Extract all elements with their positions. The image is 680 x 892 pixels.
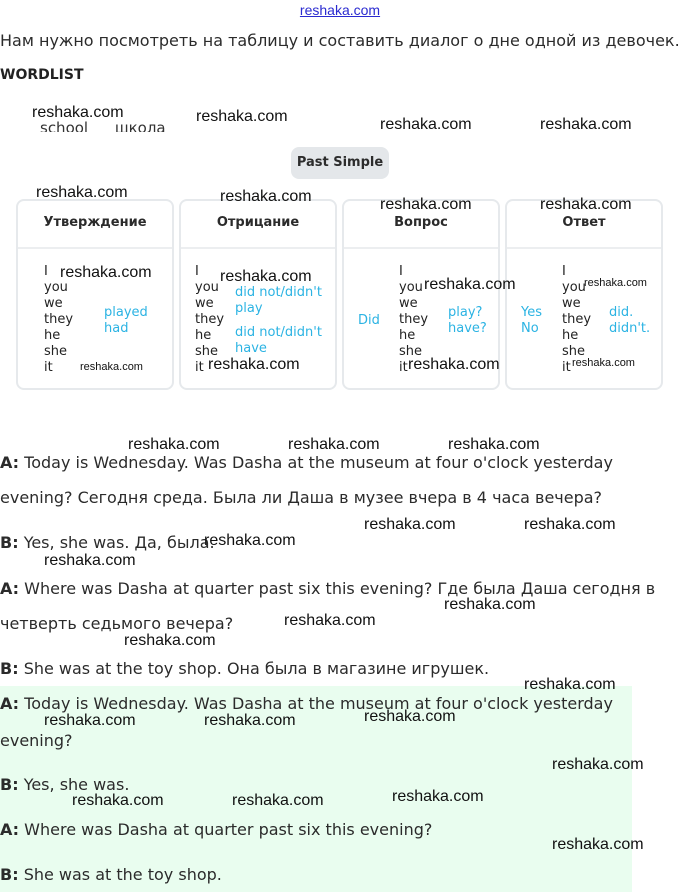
answer-line: B: Yes, she was. xyxy=(0,775,130,794)
watermark: reshaka.com xyxy=(284,612,376,629)
verb-form: played xyxy=(104,305,148,320)
watermark: reshaka.com xyxy=(572,357,635,369)
dialog-line: B: Yes, she was. Да, была. xyxy=(0,533,215,552)
dialog-line: B: She was at the toy shop. Она была в магазине игрушек. xyxy=(0,659,490,678)
answer-yes: Yes xyxy=(521,305,542,320)
past-simple-pill: Past Simple xyxy=(291,147,389,179)
watermark: reshaka.com xyxy=(124,632,216,649)
answer-line: evening? xyxy=(0,731,73,750)
verb-form: did not/didn't xyxy=(235,325,322,340)
watermark: reshaka.com xyxy=(204,532,296,549)
cut-word: school xyxy=(40,119,89,132)
cut-word: школа xyxy=(114,119,166,132)
watermark: reshaka.com xyxy=(220,268,312,285)
answer-line: A: Today is Wednesday. Was Dasha at the museum at four o'clock yesterday xyxy=(0,694,613,713)
verb-form: play? xyxy=(448,305,483,320)
watermark: reshaka.com xyxy=(540,116,632,133)
site-url-link[interactable]: reshaka.com xyxy=(299,2,381,18)
card-title: Вопрос xyxy=(344,201,498,249)
watermark: reshaka.com xyxy=(44,712,136,729)
pronoun-list: I you we they he she it xyxy=(44,264,74,375)
watermark: reshaka.com xyxy=(220,188,312,205)
auxiliary-verb: Did xyxy=(358,313,380,328)
watermark: reshaka.com xyxy=(524,516,616,533)
watermark: reshaka.com xyxy=(524,676,616,693)
dialog-line: A: Where was Dasha at quarter past six this evening? Где была Даша сегодня в xyxy=(0,579,656,598)
verb-form: didn't. xyxy=(609,321,651,336)
answer-no: No xyxy=(521,321,539,336)
watermark: reshaka.com xyxy=(80,361,143,373)
watermark: reshaka.com xyxy=(364,708,456,725)
task-text: Нам нужно посмотреть на таблицу и составить диалог о дне одной из девочек. xyxy=(0,31,680,50)
dialog-line: A: Today is Wednesday. Was Dasha at the museum at four o'clock yesterday xyxy=(0,453,613,472)
watermark: reshaka.com xyxy=(584,277,647,289)
watermark: reshaka.com xyxy=(552,836,644,853)
card-title: Утверждение xyxy=(18,201,172,249)
verb-form: have xyxy=(235,341,267,356)
verb-form: had xyxy=(104,321,129,336)
verb-form: play xyxy=(235,301,263,316)
card-title: Отрицание xyxy=(181,201,335,249)
watermark: reshaka.com xyxy=(288,436,380,453)
watermark: reshaka.com xyxy=(196,108,288,125)
watermark: reshaka.com xyxy=(44,552,136,569)
verb-form: did not/didn't xyxy=(235,285,322,300)
verb-form: have? xyxy=(448,321,487,336)
answer-line: A: Where was Dasha at quarter past six this evening? xyxy=(0,820,433,839)
answer-line: B: She was at the toy shop. xyxy=(0,865,222,884)
watermark: reshaka.com xyxy=(128,436,220,453)
watermark: reshaka.com xyxy=(380,116,472,133)
watermark: reshaka.com xyxy=(444,596,536,613)
pronoun-list: I you we they he she it xyxy=(399,264,429,375)
watermark: reshaka.com xyxy=(36,184,128,201)
watermark: reshaka.com xyxy=(364,516,456,533)
watermark: reshaka.com xyxy=(204,712,296,729)
dialog-line: evening? Сегодня среда. Была ли Даша в музее вчера в 4 часа вечера? xyxy=(0,488,603,507)
watermark: reshaka.com xyxy=(424,276,516,293)
watermark: reshaka.com xyxy=(408,356,500,373)
watermark: reshaka.com xyxy=(60,264,152,281)
watermark: reshaka.com xyxy=(72,792,164,809)
watermark: reshaka.com xyxy=(380,196,472,213)
wordlist-heading: WORDLIST xyxy=(0,67,84,83)
watermark: reshaka.com xyxy=(32,104,124,121)
watermark: reshaka.com xyxy=(232,792,324,809)
watermark: reshaka.com xyxy=(208,356,300,373)
pronoun-list: I you we they he she it xyxy=(562,264,592,375)
card-title: Ответ xyxy=(507,201,661,249)
watermark: reshaka.com xyxy=(448,436,540,453)
verb-form: did. xyxy=(609,305,634,320)
watermark: reshaka.com xyxy=(392,788,484,805)
watermark: reshaka.com xyxy=(540,196,632,213)
pronoun-list: I you we they he she it xyxy=(195,264,225,375)
watermark: reshaka.com xyxy=(552,756,644,773)
dialog-line: четверть седьмого вечера? xyxy=(0,614,234,633)
